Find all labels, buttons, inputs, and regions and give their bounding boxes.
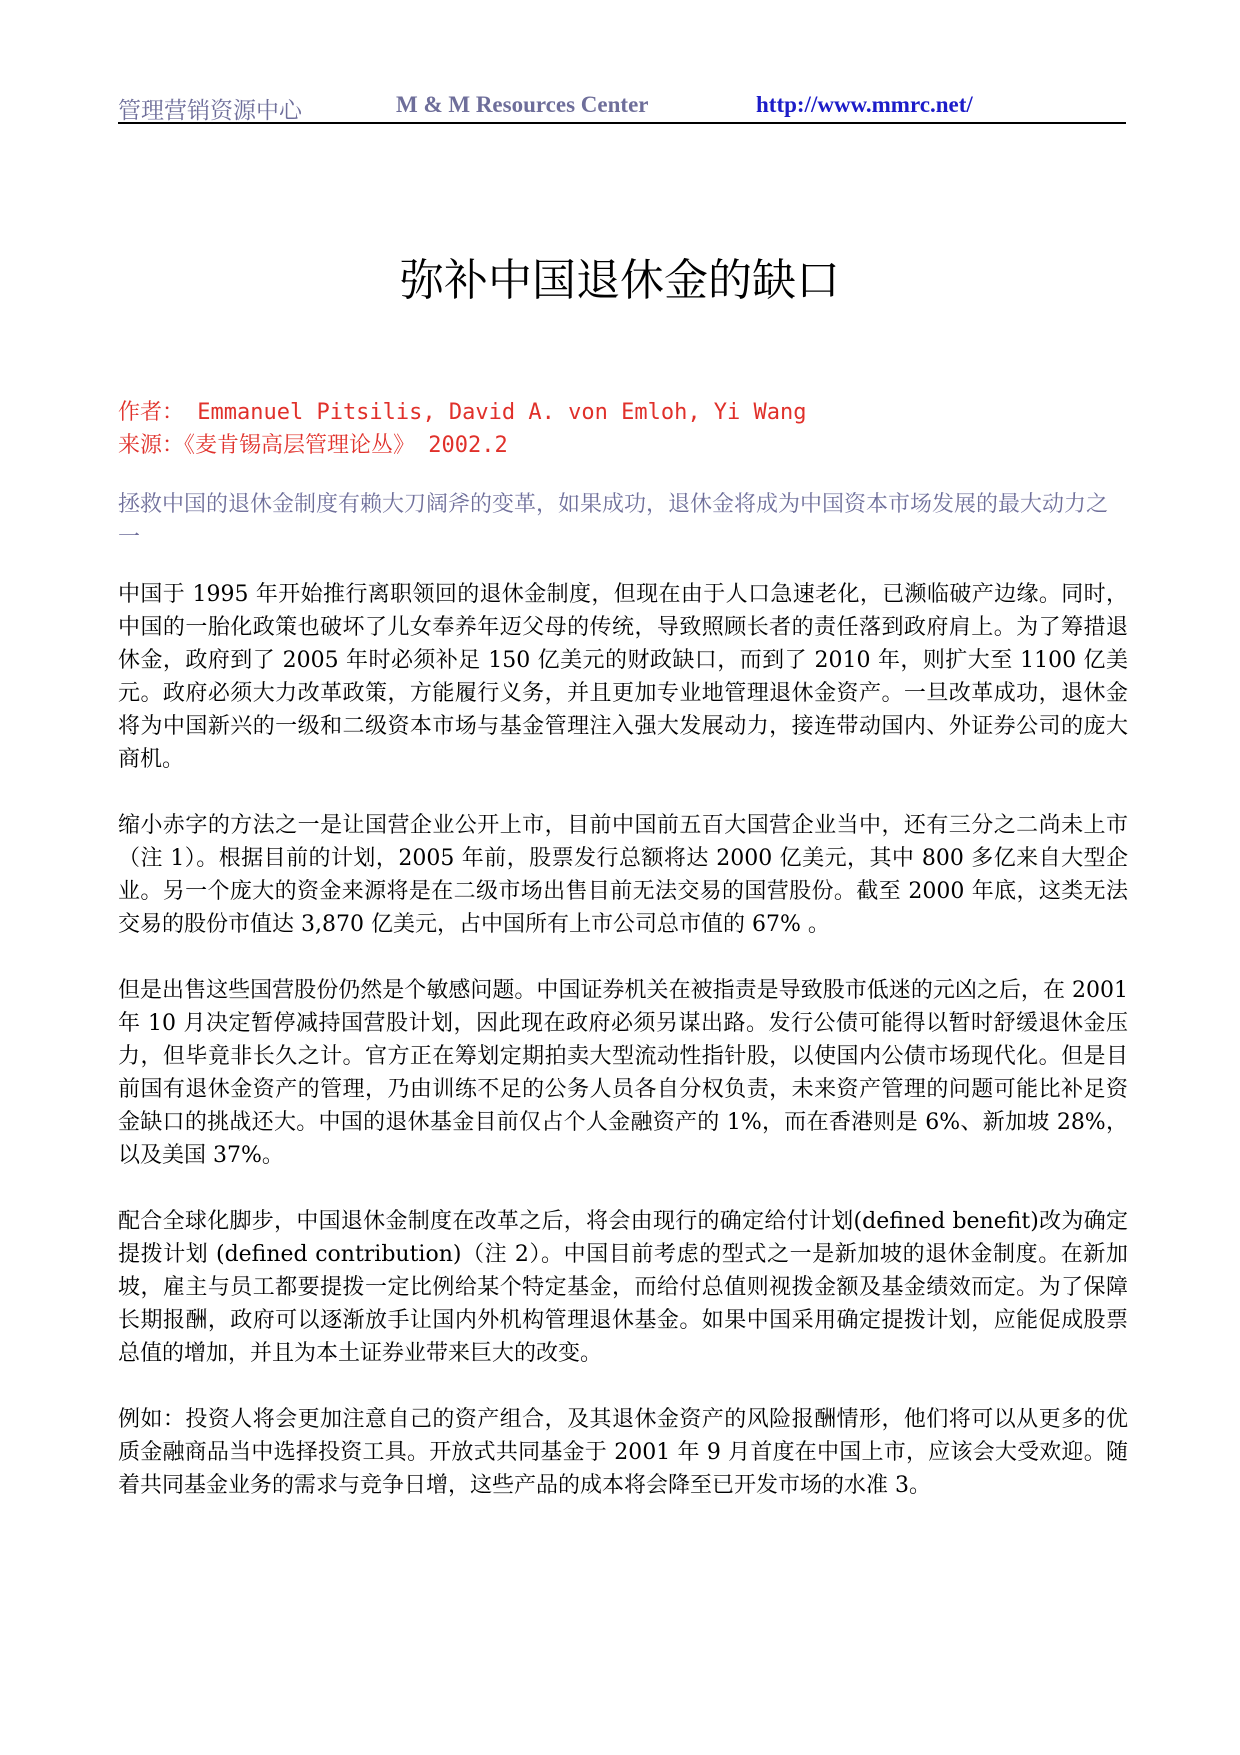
source-line: 来源：《麦肯锡高层管理论丛》 2002.2 xyxy=(118,433,508,458)
document-title: 弥补中国退休金的缺口 xyxy=(400,255,840,306)
page-header xyxy=(118,88,1126,124)
author-line: 作者： Emmanuel Pitsilis, David A. von Emloh, Yi Wang xyxy=(118,400,807,425)
body-paragraph-5: 例如：投资人将会更加注意自己的资产组合，及其退休金资产的风险报酬情形，他们将可以从更多的优质金融商品当中选择投资工具。开放式共同基金于 2001 年 9 月首度在中国上市，应该会大受欢迎。随着共同基金业务的需求与竞争日增，这些产品的成本将会降至已开发市场的水准 3。 xyxy=(118,1407,1128,1498)
body-paragraph-3: 但是出售这些国营股份仍然是个敏感问题。中国证券机关在被指责是导致股市低迷的元凶之后，在 2001 年 10 月决定暂停减持国营股计划，因此现在政府必须另谋出路。发行公债可能得以暂时舒缓退休金压力，但毕竟非长久之计。官方正在筹划定期拍卖大型流动性指针股，以使国内公债市场现代化。但是目前国有退休金资产的管理，乃由训练不足的公务人员各自分权负责，未来资产管理的问题可能比补足资金缺口的挑战还大。中国的退休基金目前仅占个人金融资产的 1%，而在香港则是 6%、新加坡 28%，以及美国 37%。 xyxy=(118,978,1128,1168)
article-subtitle: 拯救中国的退休金制度有赖大刀阔斧的变革，如果成功，退休金将成为中国资本市场发展的最大动力之一 xyxy=(118,492,1109,550)
body-paragraph-1: 中国于 1995 年开始推行离职领回的退休金制度，但现在由于人口急速老化，已濒临破产边缘。同时，中国的一胎化政策也破坏了儿女奉养年迈父母的传统，导致照顾长者的责任落到政府肩上。为了筹措退休金，政府到了 2005 年时必须补足 150 亿美元的财政缺口，而到了 2010 年，则扩大至 1100 亿美元。政府必须大力改革政策，方能履行义务，并且更加专业地管理退休金资产。一旦改革成功，退休金将为中国新兴的一级和二级资本市场与基金管理注入强大发展动力，接连带动国内、外证券公司的庞大商机。 xyxy=(118,582,1128,772)
article-body xyxy=(118,578,1128,1535)
header-url-link[interactable]: http://www.mmrc.net/ xyxy=(756,92,973,117)
body-paragraph-2: 缩小赤字的方法之一是让国营企业公开上市，目前中国前五百大国营企业当中，还有三分之二尚未上市（注 1）。根据目前的计划，2005 年前，股票发行总额将达 2000 亿美元，其中 800 多亿来自大型企业。另一个庞大的资金来源将是在二级市场出售目前无法交易的国营股份。截至 2000 年底，这类无法交易的股份市值达 3,870 亿美元，占中国所有上市公司总市值的 67% 。 xyxy=(118,813,1128,937)
body-paragraph-4: 配合全球化脚步，中国退休金制度在改革之后，将会由现行的确定给付计划(defined benefit)改为确定提拨计划 (defined contribution)（注 2）。中国目前考虑的型式之一是新加坡的退休金制度。在新加坡，雇主与员工都要提拨一定比例给某个特定基金，而给付总值则视拨金额及基金绩效而定。为了保障长期报酬，政府可以逐渐放手让国内外机构管理退休基金。如果中国采用确定提拨计划，应能促成股票总值的增加，并且为本土证券业带来巨大的改变。 xyxy=(118,1209,1128,1366)
header-org-name-en: M & M Resources Center xyxy=(396,92,649,117)
header-org-name-cn: 管理营销资源中心 xyxy=(118,98,302,124)
article-meta xyxy=(118,396,1128,462)
